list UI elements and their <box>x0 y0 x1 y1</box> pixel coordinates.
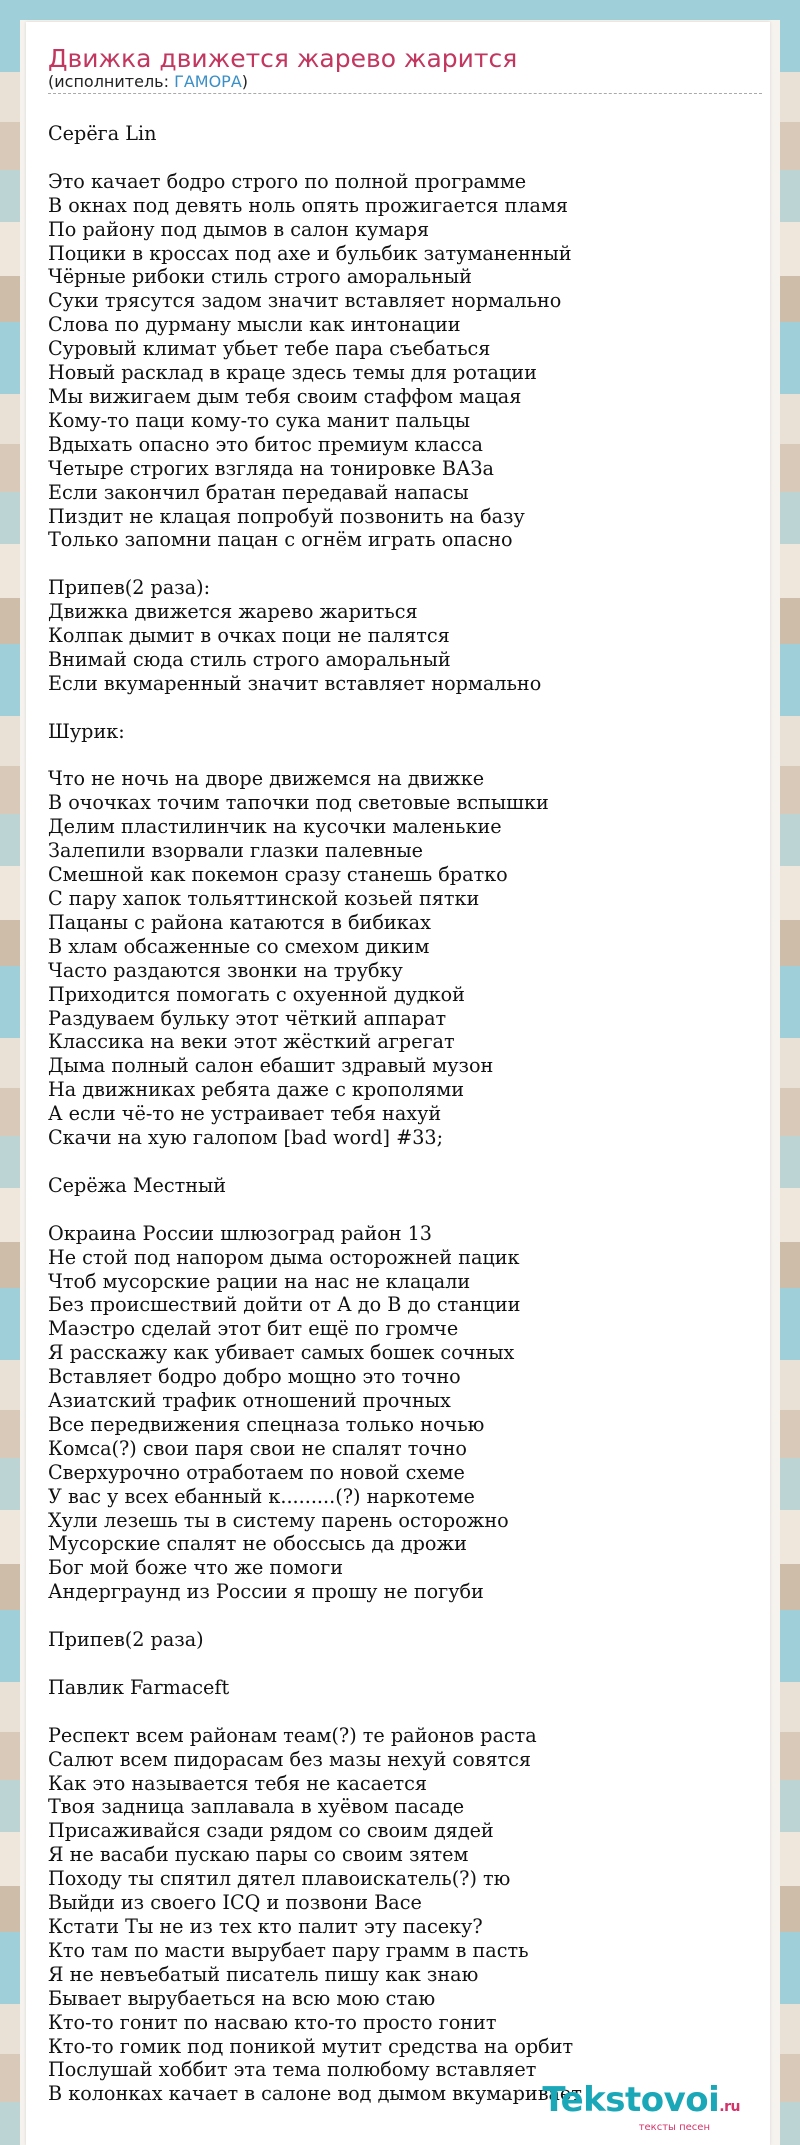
lyrics-line: С пару хапок тольяттинской козьей пятки <box>48 887 480 910</box>
lyrics-line: Мы вижигаем дым тебя своим стаффом мацая <box>48 384 522 408</box>
lyrics-line: Приходится помогать с охуенной дудкой <box>48 982 465 1006</box>
lyrics-line: Кто-то гонит по насваю кто-то просто гонит <box>48 2010 497 2034</box>
lyrics-line: Сверхурочно отработаем по новой схеме <box>48 1460 465 1484</box>
lyrics-line: А если чё-то не устраивает тебя нахуй <box>48 1102 442 1126</box>
lyrics-line: Выйди из своего ICQ и позвони Васе <box>48 1891 422 1915</box>
lyrics-line: Послушай хоббит эта тема полюбому вставляет <box>48 2058 537 2082</box>
lyrics-line: Кто-то гомик под поникой мутит средства на орбит <box>48 2034 574 2058</box>
lyrics-line: Часто раздаются звонки на трубку <box>48 958 403 982</box>
lyrics-line: У вас у всех ебанный к.........(?) наркотеме <box>48 1484 475 1508</box>
lyrics-line: Суки трясутся задом значит вставляет нормально <box>48 289 562 313</box>
lyrics-blank-line <box>48 744 582 768</box>
lyrics-line: Комса(?) свои паря свои не спалят точно <box>48 1436 467 1460</box>
lyrics-line: Если закончил братан передавай напасы <box>48 480 469 504</box>
page-background <box>20 20 780 2145</box>
lyrics-line: Дыма полный салон ебашит здравый музон <box>48 1054 494 1078</box>
lyrics-line: Не стой под напором дыма осторожней пацик <box>48 1245 520 1269</box>
lyrics-line: По району под дымов в салон кумаря <box>48 217 430 241</box>
lyrics-line: Походу ты спятил дятел плавоискатель(?) тю <box>48 1867 511 1891</box>
lyrics-line: Если вкумаренный значит вставляет нормально <box>48 671 542 695</box>
lyrics-line: Шурик: <box>48 719 125 743</box>
artist-line <box>48 72 762 94</box>
lyrics-line: Четыре строгих взгляда на тонировке ВАЗа <box>48 456 494 480</box>
lyrics-line: Бог мой боже что же помоги <box>48 1556 344 1580</box>
song-title: Движка движется жарево жарится <box>48 44 518 73</box>
lyrics-body <box>48 122 582 2106</box>
lyrics-line: Чёрные рибоки стиль строго аморальный <box>48 265 472 289</box>
lyrics-blank-line <box>48 1652 582 1676</box>
lyrics-line: Азиатский трафик отношений прочных <box>48 1389 451 1413</box>
lyrics-line: Суровый климат убьет тебе пара съебаться <box>48 337 491 361</box>
lyrics-line: Только запомни пацан с огнём играть опасно <box>48 528 513 552</box>
lyrics-line: Кому-то паци кому-то сука манит пальцы <box>48 408 471 432</box>
lyrics-line: Бывает вырубаеться на всю мою стаю <box>48 1986 436 2010</box>
logo-tagline: тексты песен <box>638 2122 710 2133</box>
lyrics-line: Вдыхать опасно это битос премиум класса <box>48 432 483 456</box>
lyrics-blank-line <box>48 1604 582 1628</box>
lyrics-line: В окнах под девять ноль опять прожигается пламя <box>48 193 568 217</box>
lyrics-line: Классика на веки этот жёсткий агрегат <box>48 1030 455 1054</box>
lyrics-line: Мусорские спалят не обоссысь да дрожи <box>48 1532 467 1556</box>
lyrics-line: Чтоб мусорские рации на нас не клацали <box>48 1269 471 1293</box>
lyrics-line: Пиздит не клацая попробуй позвонить на базу <box>48 504 525 528</box>
lyrics-line: На движниках ребята даже с кpополями <box>48 1078 465 1102</box>
lyrics-line: Припев(2 раза): <box>48 576 211 600</box>
lyrics-line: Припев(2 раза) <box>48 1628 204 1652</box>
lyrics-line: Я не невъебатый писатель пишу как знаю <box>48 1962 479 1986</box>
lyrics-line: В очочках точим тапочки под световые вспышки <box>48 791 549 815</box>
artist-link[interactable]: ГАМОРА <box>174 72 242 91</box>
lyrics-line: Окраина России шлюзоград район 13 <box>48 1221 432 1245</box>
lyrics-line: Залепили взорвали глазки палевные <box>48 839 424 863</box>
logo-tld: .ru <box>719 2099 740 2115</box>
site-logo[interactable] <box>542 2080 740 2133</box>
lyrics-line: Раздуваем бульку этот чёткий аппарат <box>48 1006 447 1030</box>
lyrics-line: Делим пластилинчик на кусочки маленькие <box>48 815 502 839</box>
lyrics-line: Смешной как покемон сразу станешь братко <box>48 863 508 887</box>
lyrics-line: Твоя задница заплавала в хуёвом пасаде <box>48 1795 465 1819</box>
lyrics-line: Новый расклад в краце здесь темы для ротации <box>48 361 537 385</box>
logo-main-text: Tekstovoi <box>542 2080 720 2120</box>
lyrics-line: Слова по дурману мысли как интонации <box>48 313 461 337</box>
lyrics-line: Поцики в кроссах под ахе и бульбик затуманенный <box>48 241 572 265</box>
lyrics-line: Хули лезешь ты в систему парень осторожно <box>48 1508 509 1532</box>
lyrics-blank-line <box>48 552 582 576</box>
lyrics-line: Я расскажу как убивает самых бошек сочных <box>48 1341 515 1365</box>
artist-prefix: (исполнитель: <box>48 72 175 91</box>
lyrics-blank-line <box>48 146 582 170</box>
lyrics-line: Павлик Farmaceft <box>48 1675 230 1699</box>
lyrics-line: Андерграунд из России я прошу не погуби <box>48 1580 484 1604</box>
lyrics-line: Респект всем районам теам(?) те районов раста <box>48 1723 537 1747</box>
lyrics-line: Кстати Ты не из тех кто палит эту пасеку? <box>48 1914 483 1938</box>
lyrics-blank-line <box>48 1150 582 1174</box>
lyrics-blank-line <box>48 1700 582 1724</box>
lyrics-line: Кто там по масти вырубает пару грамм в пасть <box>48 1938 529 1962</box>
lyrics-line: Что не ночь на дворе движемся на движке <box>48 767 485 791</box>
lyrics-line: Движка движется жарево жариться <box>48 600 418 624</box>
lyrics-line: Я не васаби пускаю пары со своим зятем <box>48 1843 469 1867</box>
lyrics-blank-line <box>48 696 582 720</box>
lyrics-line: Без происшествий дойти от А до В до станции <box>48 1293 521 1317</box>
lyrics-line: Серёжа Местный <box>48 1173 227 1197</box>
lyrics-line: Салют всем пидорасам без мазы нехуй совятся <box>48 1747 532 1771</box>
lyrics-line: В колонках качает в салоне вод дымом вкумаривает <box>48 2082 582 2106</box>
lyrics-line: Все передвижения спецназа только ночью <box>48 1412 485 1436</box>
lyrics-line: Это качает бодро строго по полной программе <box>48 169 527 193</box>
lyrics-card <box>26 22 770 2145</box>
lyrics-line: Колпак дымит в очках поци не палятся <box>48 624 450 648</box>
lyrics-line: Маэстро сделай этот бит ещё по громче <box>48 1317 459 1341</box>
lyrics-line: Серёга Lin <box>48 122 157 145</box>
lyrics-line: Пацаны с района катаются в бибиках <box>48 910 431 934</box>
artist-suffix: ) <box>241 72 249 91</box>
lyrics-line: Вставляет бодро добро мощно это точно <box>48 1365 461 1389</box>
lyrics-line: Скачи на хую галопом [bad word] #33; <box>48 1126 444 1150</box>
lyrics-line: Как это называется тебя не касается <box>48 1771 427 1795</box>
lyrics-blank-line <box>48 1198 582 1222</box>
lyrics-line: Присаживайся сзади рядом со своим дядей <box>48 1819 494 1843</box>
logo-wordmark <box>542 2080 740 2124</box>
lyrics-line: В хлам обсаженные со смехом диким <box>48 934 430 958</box>
lyrics-line: Внимай сюда стиль строго аморальный <box>48 647 451 671</box>
